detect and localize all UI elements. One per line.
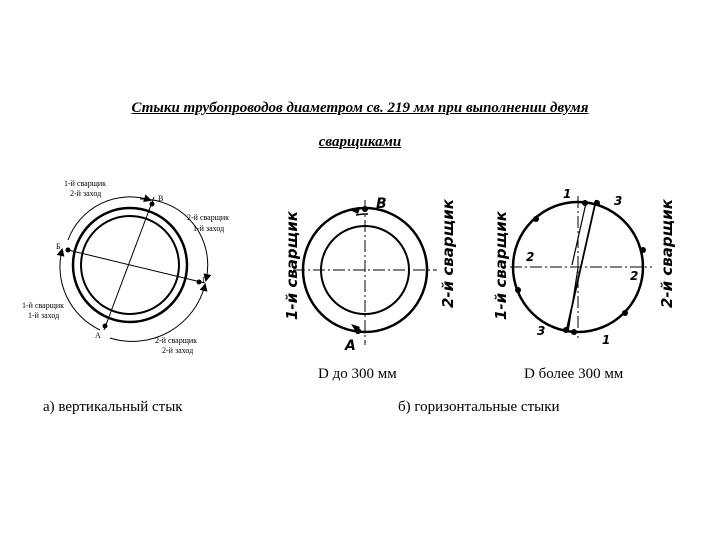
diagonal-line-3 [568, 268, 578, 332]
point-v [150, 202, 155, 207]
number-top-right: 3 [614, 194, 623, 208]
label-right-top-1: 2-й сварщик [187, 213, 230, 222]
diameter-line-bg [68, 250, 205, 283]
caption-d-up-to-300: D до 300 мм [318, 366, 397, 382]
point [515, 287, 521, 293]
page-title-line-1: Стыки трубопроводов диаметром св. 219 мм при выполнении двумя [131, 100, 589, 116]
number-bottom-right: 1 [602, 333, 611, 347]
welder1-label: 1-й сварщик [283, 211, 301, 320]
point [571, 329, 577, 335]
point-label-g: Г [202, 276, 207, 285]
point-g [197, 280, 202, 285]
point [640, 247, 646, 253]
point-label-a: А [95, 331, 101, 340]
caption-horizontal-joints: б) горизонтальные стыки [398, 399, 560, 415]
point-label-v: В [376, 196, 387, 212]
point-b [66, 248, 71, 253]
number-bottom-left: 3 [537, 324, 546, 338]
label-top-left-1: 1-й сварщик [64, 179, 107, 188]
label-right-bottom-2: 2-й заход [162, 346, 194, 355]
top-arc [356, 214, 368, 215]
point [582, 200, 588, 206]
point-label-b: Б [56, 242, 61, 251]
number-left: 2 [526, 250, 535, 264]
horizontal-joint-small-diagram [283, 196, 457, 354]
welder1-label: 1-й сварщик [492, 211, 510, 320]
point [563, 327, 569, 333]
page-title-line-2: сварщиками [318, 134, 402, 150]
number-right: 2 [630, 269, 639, 283]
caption-d-over-300: D более 300 мм [524, 366, 624, 382]
point [594, 200, 600, 206]
point-label-a: А [345, 338, 356, 354]
welder2-label: 2-й сварщик [439, 199, 457, 308]
arc-arrow-top [68, 197, 150, 240]
label-left-bottom-1: 1-й сварщик [22, 301, 65, 310]
label-left-bottom-2: 1-й заход [28, 311, 60, 320]
number-top-left: 1 [563, 187, 572, 201]
welder2-label: 2-й сварщик [658, 199, 676, 308]
point-label-v: В [158, 194, 164, 203]
vertical-joint-diagram [22, 179, 229, 355]
point-v [362, 206, 368, 212]
caption-vertical-joint: а) вертикальный стык [43, 399, 183, 415]
point [622, 310, 628, 316]
label-right-bottom-1: 2-й сварщик [155, 336, 198, 345]
horizontal-joint-large-diagram [492, 187, 676, 347]
label-top-left-2: 2-й заход [70, 189, 102, 198]
point-a [103, 324, 108, 329]
point-a [355, 328, 361, 334]
label-right-top-2: 1-й заход [193, 224, 225, 233]
point [533, 216, 539, 222]
